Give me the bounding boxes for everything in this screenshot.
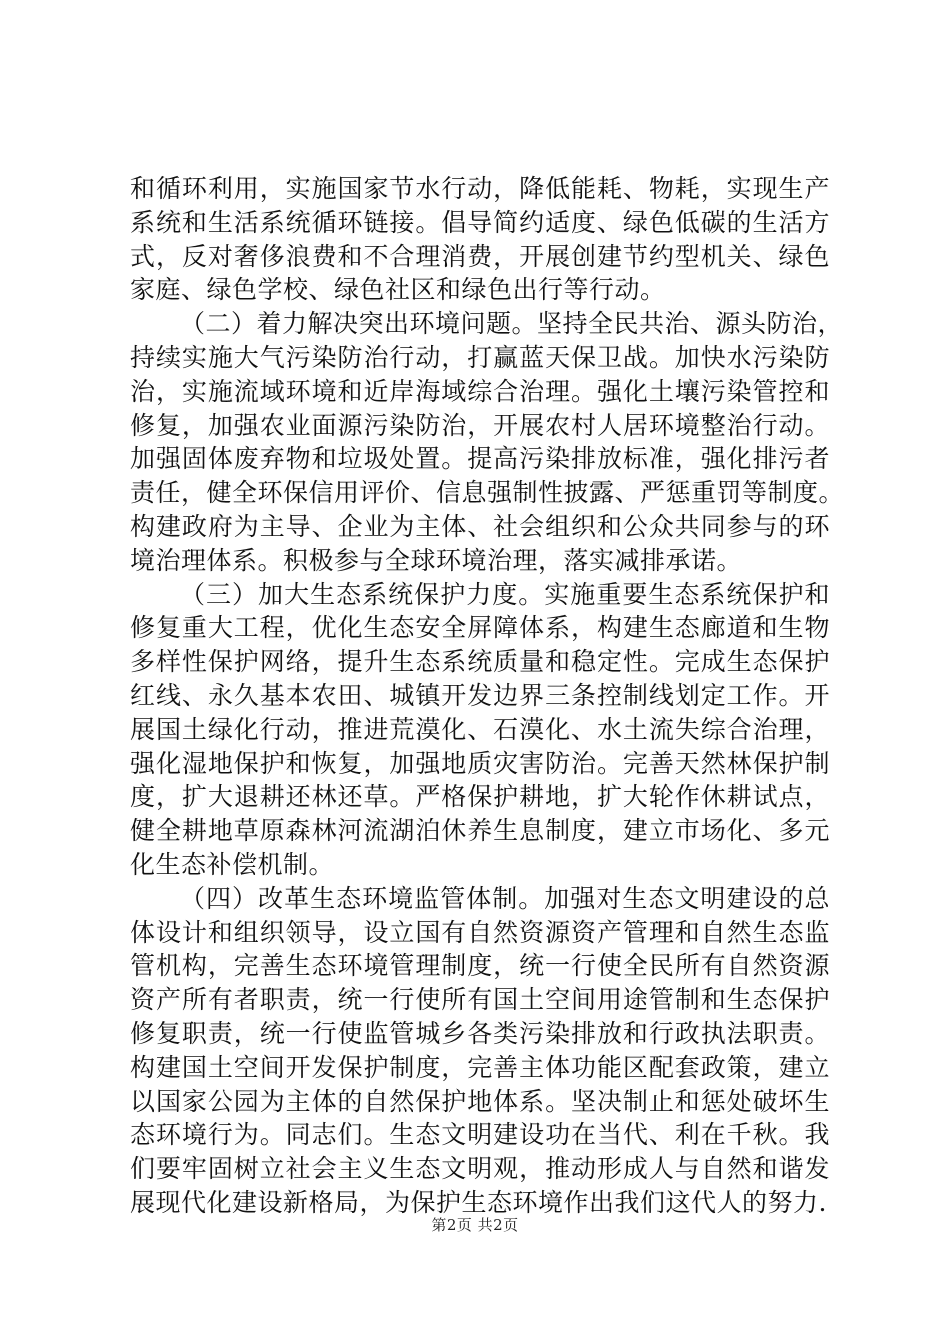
text-line: 多样性保护网络，提升生态系统质量和稳定性。完成生态保护	[130, 647, 830, 677]
text-line: 构建国土空间开发保护制度，完善主体功能区配套政策，建立	[130, 1052, 830, 1082]
section-heading-line: （二）着力解决突出环境问题。坚持全民共治、源头防治，	[180, 309, 844, 339]
section-heading-line: （四）改革生态环境监管体制。加强对生态文明建设的总	[180, 883, 830, 913]
text-line: 修复，加强农业面源污染防治，开展农村人居环境整治行动。	[130, 410, 830, 440]
text-line: 化生态补偿机制。	[130, 849, 335, 879]
text-line: 们要牢固树立社会主义生态文明观，推动形成人与自然和谐发	[130, 1154, 830, 1184]
text-line: 式，反对奢侈浪费和不合理消费，开展创建节约型机关、绿色	[130, 241, 830, 271]
text-line: 态环境行为。同志们。生态文明建设功在当代、利在千秋。我	[130, 1120, 830, 1150]
text-line: 加强固体废弃物和垃圾处置。提高污染排放标准，强化排污者	[130, 444, 830, 474]
text-line: 强化湿地保护和恢复，加强地质灾害防治。完善天然林保护制	[130, 748, 830, 778]
text-line: 构建政府为主导、企业为主体、社会组织和公众共同参与的环	[130, 511, 830, 541]
text-line: 境治理体系。积极参与全球环境治理，落实减排承诺。	[130, 545, 743, 575]
text-line: 责任，健全环保信用评价、信息强制性披露、严惩重罚等制度。	[130, 478, 845, 508]
text-line: 展国土绿化行动，推进荒漠化、石漠化、水土流失综合治理，	[130, 714, 830, 744]
page-number-footer: 第2页 共2页	[431, 1216, 519, 1234]
text-line: 展现代化建设新格局，为保护生态环境作出我们这代人的努力.	[130, 1187, 827, 1217]
text-line: 持续实施大气污染防治行动，打赢蓝天保卫战。加快水污染防	[130, 342, 830, 372]
text-line: 修复重大工程，优化生态安全屏障体系，构建生态廊道和生物	[130, 613, 830, 643]
text-line: 系统和生活系统循环链接。倡导简约适度、绿色低碳的生活方	[130, 207, 830, 237]
text-line: 资产所有者职责，统一行使所有国土空间用途管制和生态保护	[130, 985, 830, 1015]
text-line: 管机构，完善生态环境管理制度，统一行使全民所有自然资源	[130, 951, 830, 981]
text-line: 修复职责，统一行使监管城乡各类污染排放和行政执法职责。	[130, 1018, 830, 1048]
text-line: 以国家公园为主体的自然保护地体系。坚决制止和惩处破坏生	[130, 1086, 830, 1116]
text-line: 红线、永久基本农田、城镇开发边界三条控制线划定工作。开	[130, 680, 830, 710]
text-line: 和循环利用，实施国家节水行动，降低能耗、物耗，实现生产	[130, 174, 830, 203]
body-text	[130, 172, 845, 1220]
text-line: 家庭、绿色学校、绿色社区和绿色出行等行动。	[130, 275, 666, 305]
text-line: 体设计和组织领导，设立国有自然资源资产管理和自然生态监	[130, 917, 830, 947]
text-line: 治，实施流域环境和近岸海域综合治理。强化土壤污染管控和	[130, 376, 830, 406]
text-line: 度，扩大退耕还林还草。严格保护耕地，扩大轮作休耕试点，	[130, 782, 830, 812]
text-line: 健全耕地草原森林河流湖泊休养生息制度，建立市场化、多元	[130, 816, 830, 846]
section-heading-line: （三）加大生态系统保护力度。实施重要生态系统保护和	[180, 579, 830, 609]
